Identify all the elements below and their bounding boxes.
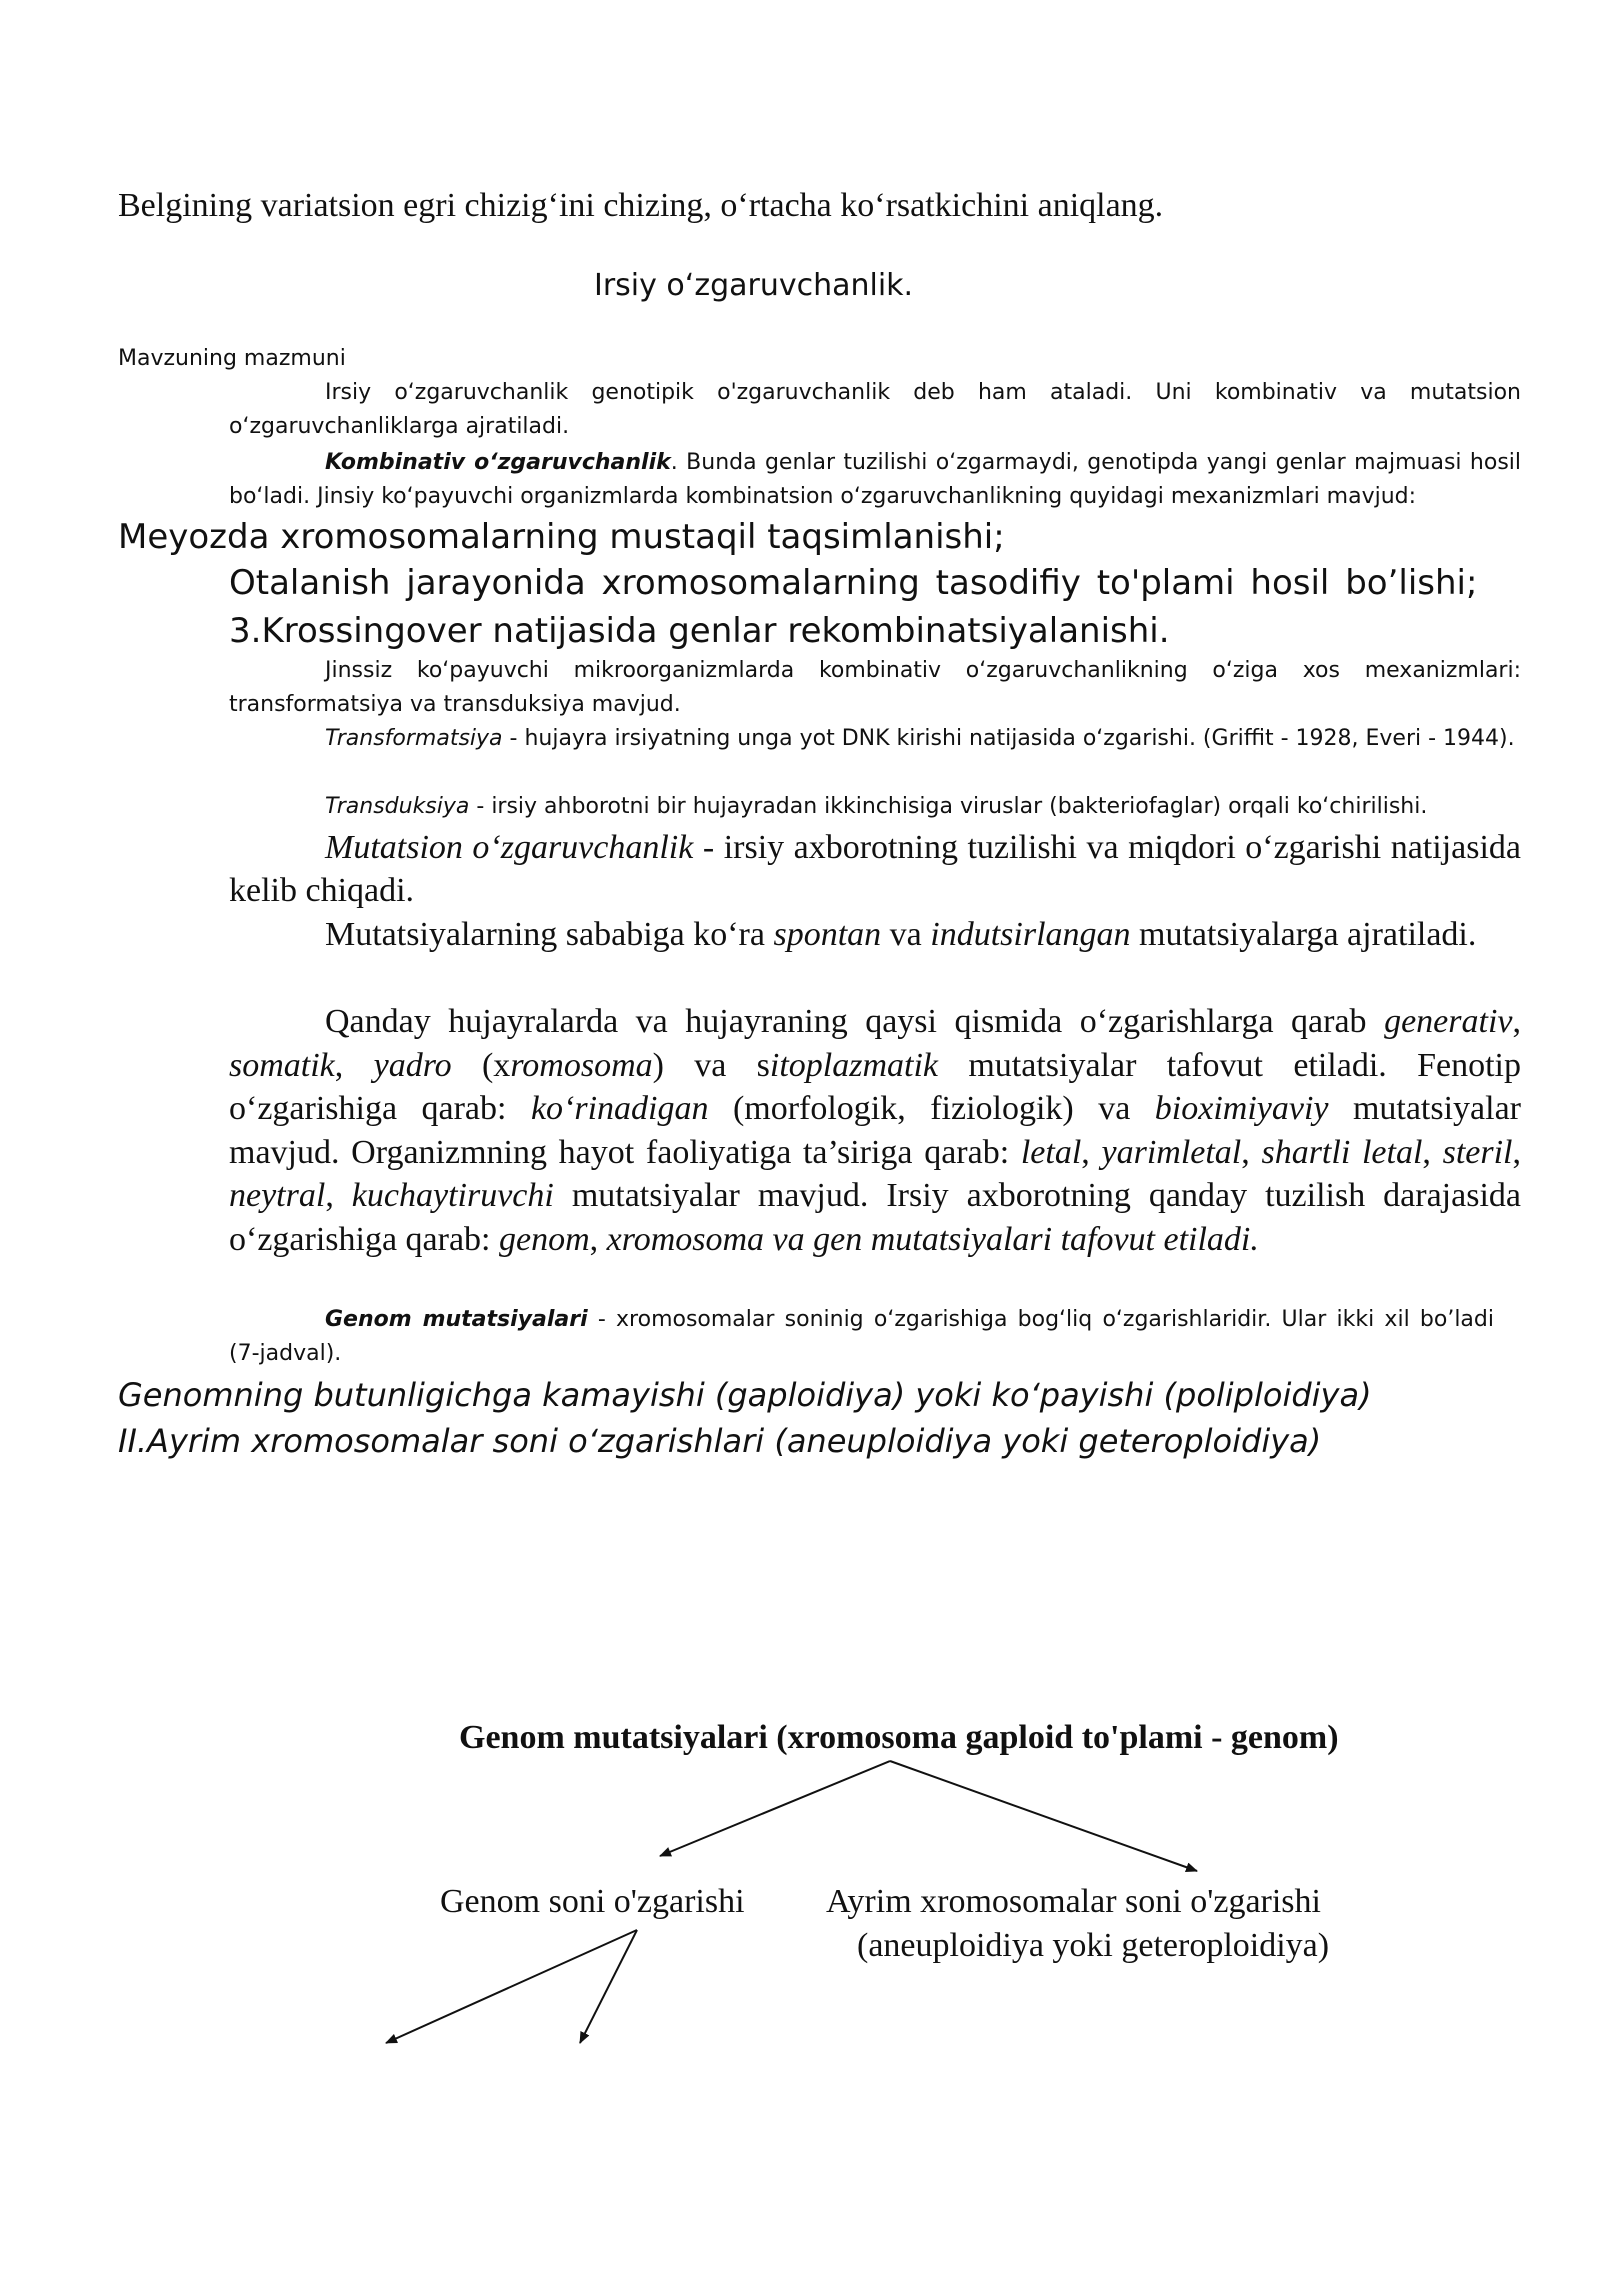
diagram-root-label: Genom mutatsiyalari (xromosoma gaploid to'plami - genom) (459, 1719, 1339, 1756)
arrow-root-to-right (890, 1761, 1197, 1871)
term-yarimletal: yarimletal (1101, 1133, 1242, 1171)
text-run: mutatsiyalar mavjud. Organizmning hayot faoliyatiga ta’siriga qarab: (229, 1090, 1522, 1171)
section-label: Mavzuning mazmuni (118, 346, 346, 371)
mechanism-item-2: Otalanish jarayonida xromosomalarning tasodifiy to'plami hosil bo’lishi; (229, 563, 1478, 603)
diagram-right-label-1: Ayrim xromosomalar soni o'zgarishi (826, 1883, 1321, 1920)
term-korinadigan: ko‘rinadigan (530, 1090, 709, 1127)
transformation-term: Transformatsiya (325, 726, 503, 751)
text-run: mutatsiyalar tafovut etiladi. Fenotip o‘zgarishiga qarab: (229, 1046, 1521, 1127)
mechanism-item-3: 3.Krossingover natijasida genlar rekombinatsiyalanishi. (229, 611, 1170, 651)
term-generativ: generativ (1384, 1003, 1513, 1040)
text-run: mutatsiyalarga ajratiladi. (1130, 916, 1477, 953)
diagram-left-label: Genom soni o'zgarishi (440, 1883, 745, 1920)
term-shartli-letal: shartli letal (1261, 1133, 1423, 1171)
text-run: ) va s (652, 1046, 770, 1084)
combinative-term: Kombinativ o‘zgaruvchanlik (325, 450, 671, 475)
text-run: , (1422, 1133, 1443, 1171)
genome-def-text: - xromosomalar soninig o‘zgarishiga bog‘liq o‘zgarishlaridir. Ular ikki xil bo’ladi (7-jadval). (229, 1307, 1494, 1366)
term-spontan: spontan (773, 916, 882, 953)
text-run: , (334, 1046, 374, 1084)
text-run: va (881, 916, 931, 953)
paragraph-intro: Irsiy o‘zgaruvchanlik genotipik o'zgaruvchanlik deb ham ataladi. Uni kombinativ va mutatsion o‘zgaruvchanliklarga ajratiladi. (229, 380, 1521, 439)
term-sitoplazmatik: itoplazmatik (769, 1046, 939, 1084)
text-run: , (325, 1177, 352, 1214)
term-indutsirlangan: indutsirlangan (930, 916, 1131, 953)
term-somatik: somatik (229, 1046, 335, 1084)
text-run: mutatsiyalar mavjud. Irsiy axborotning qanday tuzilish darajasida o‘zgarishiga qarab: (229, 1177, 1521, 1258)
term-xromosoma-gen: xromosoma va gen mutatsiyalari tafovut etiladi. (606, 1220, 1259, 1258)
term-kuchaytiruvchi: kuchaytiruvchi (351, 1177, 554, 1214)
term-bioximiyaviy: bioximiyaviy (1154, 1090, 1329, 1127)
text-run: , (1512, 1003, 1521, 1040)
genome-term: Genom mutatsiyalari (325, 1307, 588, 1332)
text-run: (x (451, 1046, 511, 1084)
combinative-text: . Bunda genlar tuzilishi o‘zgarmaydi, genotipda yangi genlar majmuasi hosil bo‘ladi. Jinsiy ko‘payuvchi organizmlarda kombinatsion o‘zgaruvchanlikning quyidagi mexanizmlari mavjud: (229, 450, 1522, 509)
term-genom: genom (499, 1220, 590, 1258)
intro-line: Belgining variatsion egri chizig‘ini chizing, o‘rtacha ko‘rsatkichini aniqlang. (118, 187, 1164, 224)
transformation-text: - hujayra irsiyatning unga yot DNK kirishi natijasida o‘zgarishi. (Griffit - 1928, Everi - 1944). (502, 726, 1515, 751)
text-run: Mutatsiyalarning sababiga ko‘ra (325, 916, 774, 953)
page-title: Irsiy o‘zgaruvchanlik. (594, 268, 914, 303)
text-run: , (1512, 1133, 1522, 1171)
term-yadro: yadro (373, 1046, 452, 1084)
text-run: , (589, 1220, 607, 1258)
text-run: (morfologik, fiziologik) va (708, 1090, 1155, 1127)
mutation-def-text: - irsiy axborotning tuzilishi va miqdori o‘zgarishi natijasida kelib chiqadi. (229, 829, 1522, 909)
arrow-left-to-sub2 (580, 1930, 637, 2043)
transduction-text: - irsiy ahborotni bir hujayradan ikkinchisiga viruslar (bakteriofaglar) orqali ko‘chirilishi. (469, 794, 1428, 819)
paragraph-asexual: Jinssiz ko‘payuvchi mikroorganizmlarda kombinativ o‘zgaruvchanlikning o‘ziga xos mexanizmlari: transformatsiya va transduksiya mavjud. (229, 658, 1521, 717)
text-run: Qanday hujayralarda va hujayraning qaysi qismida o‘zgarishlarga qarab (325, 1003, 1385, 1040)
term-neytral: neytral (229, 1177, 326, 1214)
term-steril: steril (1442, 1133, 1513, 1171)
text-run: , (1081, 1133, 1102, 1171)
mutation-term: Mutatsion o‘zgaruvchanlik (325, 829, 694, 866)
arrow-root-to-left (660, 1761, 890, 1856)
transduction-term: Transduksiya (325, 794, 470, 819)
arrow-left-to-sub1 (386, 1930, 637, 2043)
term-letal: letal (1020, 1133, 1082, 1171)
diagram-right-label-2: (aneuploidiya yoki geteroploidiya) (857, 1927, 1330, 1964)
text-run: , (1241, 1133, 1262, 1171)
term-xromosoma: romosoma (510, 1046, 653, 1084)
paragraph-genome-italic: Genomning butunligichga kamayishi (gaploidiya) yoki ko‘payishi (poliploidiya) II.Ayrim xromosomalar soni o‘zgarishlari (aneuploidiya yoki geteroploidiya) (118, 1376, 1372, 1460)
mechanism-item-1: Meyozda xromosomalarning mustaqil taqsimlanishi; (118, 517, 1005, 557)
